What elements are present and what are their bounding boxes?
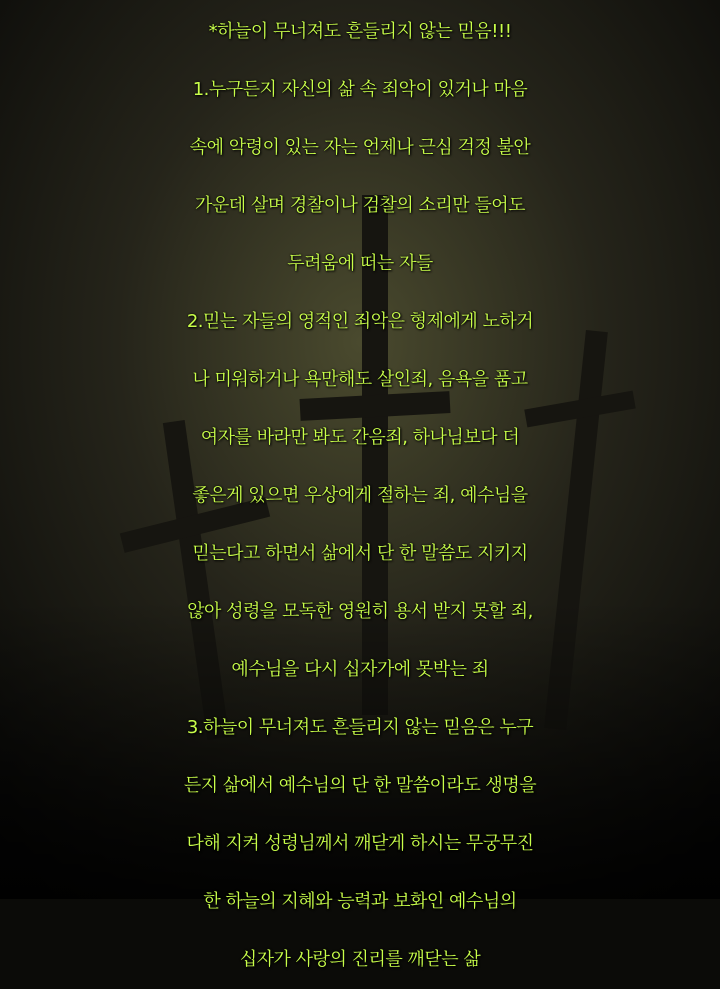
text-line: 든지 삶에서 예수님의 단 한 말씀이라도 생명을	[183, 775, 537, 796]
text-line: *하늘이 무너져도 흔들리지 않는 믿음!!!	[208, 21, 512, 42]
text-line: 3.하늘이 무너져도 흔들리지 않는 믿음은 누구	[186, 717, 534, 738]
text-line: 두려움에 떠는 자들	[287, 253, 433, 274]
text-line: 가운데 살며 경찰이나 검찰의 소리만 들어도	[194, 195, 526, 216]
text-line: 다해 지켜 성령님께서 깨닫게 하시는 무궁무진	[186, 833, 534, 854]
text-line: 2.믿는 자들의 영적인 죄악은 형제에게 노하거	[186, 311, 534, 332]
text-line: 믿는다고 하면서 삶에서 단 한 말씀도 지키지	[192, 543, 528, 564]
text-line: 나 미워하거나 욕만해도 살인죄, 음욕을 품고	[192, 369, 528, 390]
text-line: 좋은게 있으면 우상에게 절하는 죄, 예수님을	[192, 485, 528, 506]
text-line: 않아 성령을 모독한 영원히 용서 받지 못할 죄,	[187, 601, 533, 622]
text-line: 십자가 사랑의 진리를 깨닫는 삶	[239, 949, 481, 970]
text-line: 여자를 바라만 봐도 간음죄, 하나님보다 더	[200, 427, 520, 448]
text-line: 한 하늘의 지혜와 능력과 보화인 예수님의	[203, 891, 517, 912]
text-line: 예수님을 다시 십자가에 못박는 죄	[231, 659, 489, 680]
text-line: 1.누구든지 자신의 삶 속 죄악이 있거나 마음	[192, 79, 528, 100]
text-line: 속에 악령이 있는 자는 언제나 근심 걱정 불안	[189, 137, 531, 158]
